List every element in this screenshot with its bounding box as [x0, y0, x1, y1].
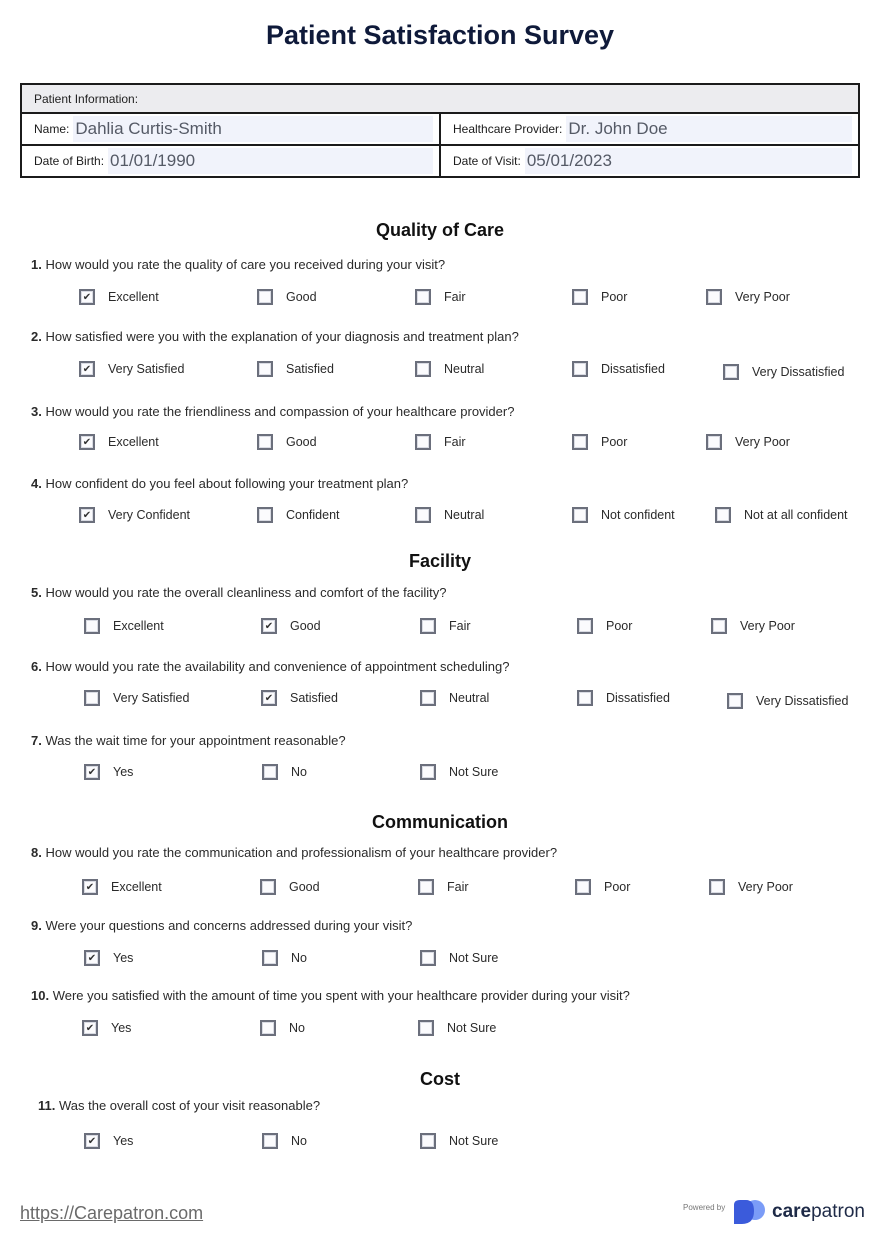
powered-by-label: Powered by	[683, 1203, 726, 1212]
q11-option-not-sure[interactable]	[420, 1133, 498, 1149]
checkmark-icon: ✔	[87, 766, 97, 778]
q11-option-yes[interactable]	[84, 1133, 133, 1149]
q8-option-poor[interactable]	[575, 879, 630, 895]
checked-checkbox[interactable]	[82, 1020, 98, 1036]
q8-option-excellent[interactable]	[82, 879, 162, 895]
checkmark-icon: ✔	[87, 1135, 97, 1147]
checkbox[interactable]	[727, 693, 743, 709]
q4-option-very-confident[interactable]	[79, 507, 190, 523]
option-label: Good	[290, 619, 321, 633]
checkbox[interactable]	[575, 879, 591, 895]
option-label: Very Poor	[740, 619, 795, 633]
question-number: 4.	[31, 476, 42, 491]
name-field[interactable]: Dahlia Curtis-Smith	[73, 116, 433, 142]
option-label: Good	[286, 435, 317, 449]
option-label: Very Satisfied	[113, 691, 190, 705]
q10-option-no[interactable]	[260, 1020, 305, 1036]
checkmark-icon: ✔	[82, 291, 92, 303]
question-7	[31, 733, 346, 748]
q6-option-very-dissatisfied[interactable]	[727, 693, 848, 709]
question-number: 5.	[31, 585, 42, 600]
question-number: 2.	[31, 329, 42, 344]
q5-option-poor[interactable]	[577, 618, 632, 634]
name-label: Name:	[34, 122, 70, 136]
question-text: How confident do you feel about following your treatment plan?	[45, 476, 409, 491]
checkbox[interactable]	[715, 507, 731, 523]
checkbox[interactable]	[711, 618, 727, 634]
option-label: No	[291, 951, 307, 965]
q1-option-excellent[interactable]	[79, 289, 159, 305]
q6-option-very-satisfied[interactable]	[84, 690, 189, 706]
checked-checkbox[interactable]	[261, 618, 277, 634]
visit-date-field[interactable]: 05/01/2023	[525, 148, 852, 174]
checkmark-icon: ✔	[82, 436, 92, 448]
q10-option-not-sure[interactable]	[418, 1020, 496, 1036]
carepatron-logo-icon	[732, 1199, 768, 1225]
checkmark-icon: ✔	[87, 952, 97, 964]
checkbox[interactable]	[84, 690, 100, 706]
question-text: Were your questions and concerns addressed during your visit?	[45, 918, 413, 933]
checkbox[interactable]	[418, 879, 434, 895]
checked-checkbox[interactable]	[84, 950, 100, 966]
brand-rest: patron	[811, 1201, 865, 1222]
q7-option-yes[interactable]	[84, 764, 133, 780]
checkbox[interactable]	[262, 950, 278, 966]
option-label: Fair	[444, 290, 466, 304]
option-label: Excellent	[108, 435, 159, 449]
option-label: Not Sure	[447, 1021, 497, 1035]
option-label: Excellent	[113, 619, 164, 633]
checkbox[interactable]	[260, 879, 276, 895]
checkbox[interactable]	[415, 434, 431, 450]
provider-label: Healthcare Provider:	[453, 122, 563, 136]
checkbox[interactable]	[706, 434, 722, 450]
option-label: Very Poor	[735, 435, 790, 449]
section-facility: Facility	[408, 551, 472, 571]
q6-option-satisfied[interactable]	[261, 690, 338, 706]
brand-bold: care	[772, 1201, 812, 1222]
q11-option-no[interactable]	[262, 1133, 307, 1149]
patient-info-header: Patient Information:	[21, 84, 859, 113]
question-number: 6.	[31, 659, 42, 674]
checked-checkbox[interactable]	[79, 361, 95, 377]
checkmark-icon: ✔	[82, 363, 92, 375]
question-text: How would you rate the availability and convenience of appointment scheduling?	[45, 659, 510, 674]
option-label: Not Sure	[449, 765, 499, 779]
q4-option-neutral[interactable]	[415, 507, 484, 523]
dob-label: Date of Birth:	[34, 154, 105, 168]
checkmark-icon: ✔	[264, 692, 274, 704]
option-label: Excellent	[108, 290, 159, 304]
option-label: Confident	[286, 508, 340, 522]
option-label: Dissatisfied	[601, 362, 665, 376]
question-text: How would you rate the overall cleanliness and comfort of the facility?	[45, 585, 447, 600]
option-label: Neutral	[449, 691, 490, 705]
question-number: 9.	[31, 918, 42, 933]
checkmark-icon: ✔	[264, 620, 274, 632]
question-number: 1.	[31, 257, 42, 272]
question-text: Was the wait time for your appointment reasonable?	[45, 733, 346, 748]
option-label: Yes	[113, 1134, 134, 1148]
q3-option-fair[interactable]	[415, 434, 466, 450]
q3-option-good[interactable]	[257, 434, 317, 450]
section-quality-of-care: Quality of Care	[375, 220, 505, 240]
option-label: Satisfied	[286, 362, 334, 376]
visit-date-label: Date of Visit:	[453, 154, 521, 168]
section-communication: Communication	[371, 812, 508, 832]
checkbox[interactable]	[257, 507, 273, 523]
option-label: Satisfied	[290, 691, 338, 705]
checkbox[interactable]	[577, 618, 593, 634]
option-label: Good	[286, 290, 317, 304]
option-label: Very Poor	[735, 290, 790, 304]
checkbox[interactable]	[84, 618, 100, 634]
q6-option-neutral[interactable]	[420, 690, 489, 706]
checkbox[interactable]	[420, 690, 436, 706]
checkbox[interactable]	[257, 289, 273, 305]
checked-checkbox[interactable]	[79, 434, 95, 450]
question-2	[31, 329, 519, 344]
checked-checkbox[interactable]	[79, 507, 95, 523]
q9-option-no[interactable]	[262, 950, 307, 966]
q5-option-very-poor[interactable]	[711, 618, 795, 634]
q2-option-very-satisfied[interactable]	[79, 361, 184, 377]
checked-checkbox[interactable]	[261, 690, 277, 706]
q4-option-confident[interactable]	[257, 507, 340, 523]
option-label: Poor	[601, 435, 628, 449]
option-label: Poor	[604, 880, 631, 894]
q2-option-neutral[interactable]	[415, 361, 484, 377]
q4-option-not-at-all-confident[interactable]	[715, 507, 848, 523]
option-label: Very Dissatisfied	[756, 694, 849, 708]
question-text: Were you satisfied with the amount of time you spent with your healthcare provider during your visit?	[52, 988, 630, 1003]
checked-checkbox[interactable]	[82, 879, 98, 895]
q5-option-good[interactable]	[261, 618, 321, 634]
q7-option-no[interactable]	[262, 764, 307, 780]
checked-checkbox[interactable]	[84, 764, 100, 780]
carepatron-logo	[732, 1199, 865, 1225]
option-label: Good	[289, 880, 320, 894]
page-title: Patient Satisfaction Survey	[265, 20, 615, 50]
checkmark-icon: ✔	[82, 509, 92, 521]
q8-option-very-poor[interactable]	[709, 879, 793, 895]
checkbox[interactable]	[572, 361, 588, 377]
question-4	[31, 476, 408, 491]
option-label: Very Satisfied	[108, 362, 185, 376]
checkbox[interactable]	[257, 361, 273, 377]
checkbox[interactable]	[415, 507, 431, 523]
checkbox[interactable]	[709, 879, 725, 895]
option-label: Not confident	[601, 508, 675, 522]
q7-option-not-sure[interactable]	[420, 764, 498, 780]
checked-checkbox[interactable]	[79, 289, 95, 305]
question-number: 11.	[38, 1098, 56, 1113]
q6-option-dissatisfied[interactable]	[577, 690, 670, 706]
option-label: Poor	[601, 290, 628, 304]
q1-option-good[interactable]	[257, 289, 317, 305]
checkbox[interactable]	[262, 1133, 278, 1149]
question-1	[31, 257, 445, 272]
q5-option-fair[interactable]	[420, 618, 471, 634]
checkbox[interactable]	[420, 618, 436, 634]
q1-option-very-poor[interactable]	[706, 289, 790, 305]
question-number: 8.	[31, 845, 42, 860]
checkbox[interactable]	[572, 289, 588, 305]
checkbox[interactable]	[257, 434, 273, 450]
option-label: No	[291, 1134, 307, 1148]
checkbox[interactable]	[420, 950, 436, 966]
question-number: 7.	[31, 733, 42, 748]
q2-option-very-dissatisfied[interactable]	[723, 364, 844, 380]
checkbox[interactable]	[415, 361, 431, 377]
checkmark-icon: ✔	[85, 1022, 95, 1034]
q3-option-very-poor[interactable]	[706, 434, 790, 450]
option-label: Fair	[449, 619, 471, 633]
checkbox[interactable]	[262, 764, 278, 780]
q8-option-good[interactable]	[260, 879, 320, 895]
checkbox[interactable]	[420, 1133, 436, 1149]
option-label: Neutral	[444, 362, 485, 376]
checkbox[interactable]	[415, 289, 431, 305]
q2-option-satisfied[interactable]	[257, 361, 334, 377]
option-label: Poor	[606, 619, 633, 633]
question-10	[31, 988, 630, 1003]
section-cost: Cost	[420, 1069, 460, 1089]
option-label: Yes	[111, 1021, 132, 1035]
question-number: 3.	[31, 404, 42, 419]
checkbox[interactable]	[260, 1020, 276, 1036]
checkbox[interactable]	[572, 434, 588, 450]
option-label: Yes	[113, 951, 134, 965]
checkbox[interactable]	[572, 507, 588, 523]
q4-option-not-confident[interactable]	[572, 507, 675, 523]
question-text: How would you rate the communication and professionalism of your healthcare provider?	[45, 845, 558, 860]
question-11	[38, 1098, 320, 1113]
provider-field[interactable]: Dr. John Doe	[566, 116, 852, 142]
q2-option-dissatisfied[interactable]	[572, 361, 665, 377]
q1-option-poor[interactable]	[572, 289, 627, 305]
option-label: Neutral	[444, 508, 485, 522]
option-label: Fair	[447, 880, 469, 894]
question-3	[31, 404, 514, 419]
option-label: Very Dissatisfied	[752, 365, 845, 379]
q3-option-poor[interactable]	[572, 434, 627, 450]
option-label: No	[291, 765, 307, 779]
patient-info-table	[20, 83, 860, 178]
option-label: Yes	[113, 765, 134, 779]
question-8	[31, 845, 557, 860]
q9-option-not-sure[interactable]	[420, 950, 498, 966]
question-text: Was the overall cost of your visit reasonable?	[58, 1098, 321, 1113]
question-5	[31, 585, 447, 600]
option-label: Not Sure	[449, 951, 499, 965]
question-number: 10.	[31, 988, 50, 1003]
question-text: How satisfied were you with the explanation of your diagnosis and treatment plan?	[45, 329, 519, 344]
option-label: No	[289, 1021, 305, 1035]
carepatron-link[interactable]: https://Carepatron.com	[20, 1203, 204, 1223]
option-label: Dissatisfied	[606, 691, 670, 705]
checkbox[interactable]	[420, 764, 436, 780]
checkbox[interactable]	[706, 289, 722, 305]
checked-checkbox[interactable]	[84, 1133, 100, 1149]
question-6	[31, 659, 509, 674]
q5-option-excellent[interactable]	[84, 618, 164, 634]
option-label: Very Poor	[738, 880, 793, 894]
option-label: Not Sure	[449, 1134, 499, 1148]
carepatron-wordmark	[772, 1201, 865, 1223]
question-text: How would you rate the friendliness and compassion of your healthcare provider?	[45, 404, 515, 419]
q3-option-excellent[interactable]	[79, 434, 159, 450]
q1-option-fair[interactable]	[415, 289, 466, 305]
q10-option-yes[interactable]	[82, 1020, 131, 1036]
checkbox[interactable]	[723, 364, 739, 380]
option-label: Fair	[444, 435, 466, 449]
checkbox[interactable]	[577, 690, 593, 706]
option-label: Excellent	[111, 880, 162, 894]
question-9	[31, 918, 412, 933]
q9-option-yes[interactable]	[84, 950, 133, 966]
dob-field[interactable]: 01/01/1990	[108, 148, 433, 174]
checkbox[interactable]	[418, 1020, 434, 1036]
option-label: Very Confident	[108, 508, 190, 522]
option-label: Not at all confident	[744, 508, 848, 522]
question-text: How would you rate the quality of care you received during your visit?	[45, 257, 446, 272]
q8-option-fair[interactable]	[418, 879, 469, 895]
checkmark-icon: ✔	[85, 881, 95, 893]
